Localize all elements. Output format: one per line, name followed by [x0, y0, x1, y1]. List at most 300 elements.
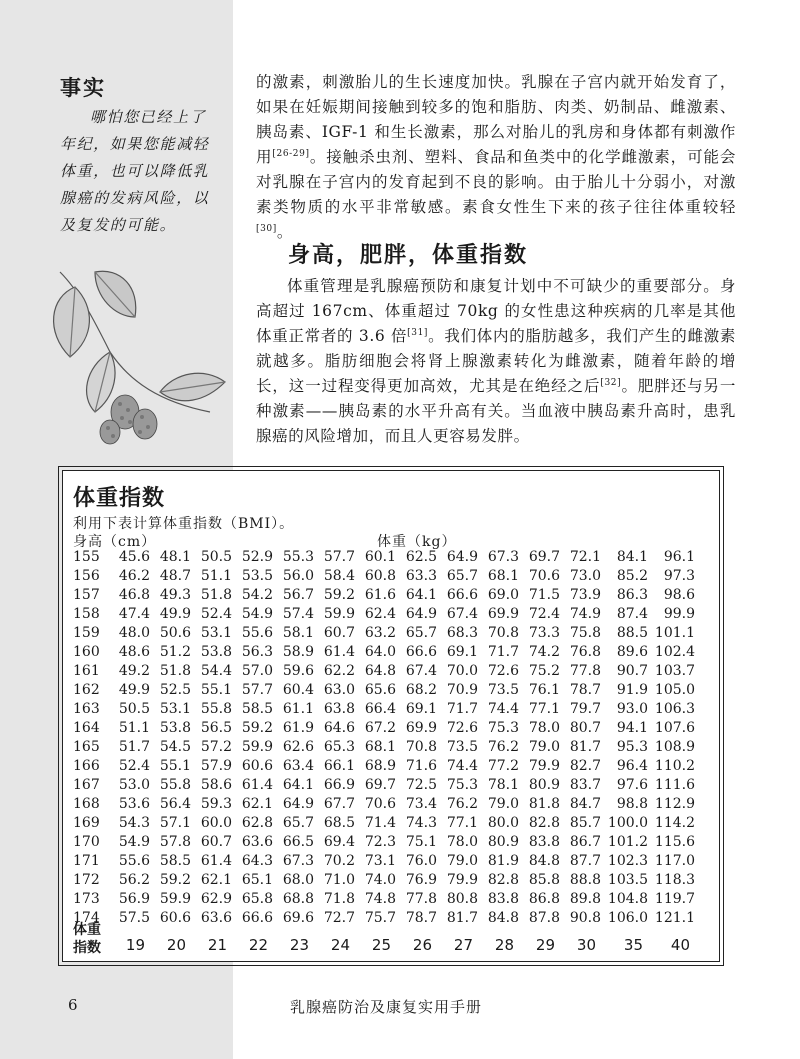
height-cell: 171 — [73, 853, 100, 869]
weight-cell: 68.8 — [282, 891, 314, 907]
weight-cell: 55.6 — [241, 625, 273, 641]
leaf-left-upper — [54, 287, 90, 357]
weight-cell: 75.8 — [569, 625, 601, 641]
index-cell: 27 — [453, 936, 473, 954]
weight-cell: 47.4 — [118, 606, 150, 622]
weight-cell: 117.0 — [654, 853, 695, 869]
weight-cell: 74.2 — [528, 644, 560, 660]
weight-cell: 67.3 — [282, 853, 314, 869]
weight-cell: 76.1 — [528, 682, 560, 698]
weight-cell: 61.6 — [364, 587, 396, 603]
table-row — [73, 700, 695, 719]
table-row — [73, 681, 695, 700]
weight-cell: 66.1 — [323, 758, 355, 774]
weight-cell: 87.4 — [616, 606, 648, 622]
weight-cell: 48.7 — [159, 568, 191, 584]
weight-cell: 67.2 — [364, 720, 396, 736]
index-cell: 20 — [166, 936, 186, 954]
weight-cell: 77.2 — [487, 758, 519, 774]
weight-cell: 69.1 — [446, 644, 478, 660]
weight-cell: 115.6 — [654, 834, 695, 850]
weight-cell: 101.2 — [607, 834, 648, 850]
table-row — [73, 719, 695, 738]
weight-cell: 63.4 — [282, 758, 314, 774]
weight-cell: 59.2 — [323, 587, 355, 603]
weight-cell: 90.8 — [569, 910, 601, 926]
weight-cell: 56.2 — [118, 872, 150, 888]
leaf-lower — [87, 352, 115, 412]
height-cell: 172 — [73, 872, 100, 888]
weight-cell: 73.0 — [569, 568, 601, 584]
weight-cell: 104.8 — [607, 891, 648, 907]
weight-cell: 61.4 — [323, 644, 355, 660]
weight-cell: 55.8 — [159, 777, 191, 793]
weight-cell: 58.5 — [241, 701, 273, 717]
weight-cell: 79.7 — [569, 701, 601, 717]
weight-cell: 59.9 — [159, 891, 191, 907]
weight-cell: 61.4 — [200, 853, 232, 869]
weight-cell: 85.2 — [616, 568, 648, 584]
weight-cell: 83.8 — [487, 891, 519, 907]
weight-cell: 64.1 — [405, 587, 437, 603]
height-cell: 161 — [73, 663, 100, 679]
weight-cell: 80.7 — [569, 720, 601, 736]
weight-cell: 63.0 — [323, 682, 355, 698]
weight-cell: 97.3 — [663, 568, 695, 584]
weight-cell: 71.0 — [323, 872, 355, 888]
weight-cell: 69.9 — [405, 720, 437, 736]
intro-text-3: 。 — [276, 223, 293, 241]
height-cell: 156 — [73, 568, 100, 584]
weight-cell: 58.9 — [282, 644, 314, 660]
raspberry-branch-illustration — [40, 262, 230, 452]
index-cell: 26 — [412, 936, 432, 954]
weight-cell: 55.8 — [200, 701, 232, 717]
weight-cell: 69.0 — [487, 587, 519, 603]
weight-cell: 79.0 — [446, 853, 478, 869]
weight-cell: 68.1 — [487, 568, 519, 584]
weight-cell: 66.6 — [446, 587, 478, 603]
weight-cell: 69.1 — [405, 701, 437, 717]
weight-cell: 70.8 — [405, 739, 437, 755]
weight-cell: 56.0 — [282, 568, 314, 584]
weight-cell: 67.4 — [405, 663, 437, 679]
weight-cell: 74.0 — [364, 872, 396, 888]
weight-cell: 74.8 — [364, 891, 396, 907]
weight-cell: 112.9 — [654, 796, 695, 812]
weight-cell: 100.0 — [607, 815, 648, 831]
height-cell: 170 — [73, 834, 100, 850]
weight-cell: 68.2 — [405, 682, 437, 698]
weight-cell: 98.6 — [663, 587, 695, 603]
weight-cell: 66.9 — [323, 777, 355, 793]
index-cell: 22 — [248, 936, 268, 954]
weight-cell: 75.1 — [405, 834, 437, 850]
weight-cell: 79.9 — [446, 872, 478, 888]
weight-cell: 80.9 — [487, 834, 519, 850]
weight-cell: 57.7 — [241, 682, 273, 698]
weight-cell: 55.1 — [200, 682, 232, 698]
weight-cell: 57.7 — [323, 549, 355, 565]
weight-cell: 72.7 — [323, 910, 355, 926]
weight-cell: 72.6 — [446, 720, 478, 736]
weight-cell: 55.3 — [282, 549, 314, 565]
weight-cell: 49.9 — [159, 606, 191, 622]
weight-cell: 71.7 — [487, 644, 519, 660]
index-cell: 29 — [535, 936, 555, 954]
index-cell: 21 — [207, 936, 227, 954]
book-title: 乳腺癌防治及康复实用手册 — [289, 998, 482, 1016]
height-cell: 157 — [73, 587, 100, 603]
weight-cell: 71.5 — [528, 587, 560, 603]
weight-cell: 51.8 — [159, 663, 191, 679]
table-row — [73, 548, 695, 567]
table-row — [73, 662, 695, 681]
weight-cell: 73.4 — [405, 796, 437, 812]
weight-cell: 86.8 — [528, 891, 560, 907]
height-cell: 163 — [73, 701, 100, 717]
weight-cell: 50.6 — [159, 625, 191, 641]
weight-cell: 48.1 — [159, 549, 191, 565]
weight-cell: 51.1 — [200, 568, 232, 584]
weight-cell: 74.9 — [569, 606, 601, 622]
weight-cell: 72.5 — [405, 777, 437, 793]
weight-cell: 80.8 — [446, 891, 478, 907]
weight-cell: 60.6 — [241, 758, 273, 774]
weight-cell: 65.7 — [446, 568, 478, 584]
height-cell: 168 — [73, 796, 100, 812]
weight-cell: 99.9 — [663, 606, 695, 622]
intro-paragraph — [256, 70, 736, 245]
weight-cell: 78.7 — [569, 682, 601, 698]
weight-cell: 64.9 — [282, 796, 314, 812]
section-paragraph — [256, 274, 736, 449]
sidebar-title: 事实 — [60, 76, 106, 100]
weight-cell: 82.8 — [528, 815, 560, 831]
weight-cell: 79.9 — [528, 758, 560, 774]
weight-cell: 58.6 — [200, 777, 232, 793]
section-text-1: 体重管理是乳腺癌预防和康复计划中不可缺少的重要部分。身高超过 167cm、体重超过 70kg 的女性患这种疾病的几率是其他体重正常者的 3.6 倍 — [256, 277, 736, 345]
weight-cell: 103.5 — [607, 872, 648, 888]
weight-cell: 59.9 — [323, 606, 355, 622]
weight-cell: 51.1 — [118, 720, 150, 736]
weight-cell: 77.1 — [446, 815, 478, 831]
weight-cell: 84.7 — [569, 796, 601, 812]
weight-cell: 84.8 — [528, 853, 560, 869]
weight-cell: 62.6 — [282, 739, 314, 755]
weight-cell: 57.5 — [118, 910, 150, 926]
weight-cell: 102.4 — [654, 644, 695, 660]
height-cell: 162 — [73, 682, 100, 698]
weight-cell: 64.9 — [405, 606, 437, 622]
weight-cell: 76.2 — [446, 796, 478, 812]
height-column-label: 身高（cm） — [73, 534, 157, 550]
weight-cell: 96.1 — [663, 549, 695, 565]
weight-cell: 65.7 — [405, 625, 437, 641]
weight-cell: 81.7 — [446, 910, 478, 926]
weight-cell: 54.5 — [159, 739, 191, 755]
weight-cell: 71.4 — [364, 815, 396, 831]
weight-cell: 68.1 — [364, 739, 396, 755]
weight-cell: 82.7 — [569, 758, 601, 774]
weight-cell: 62.9 — [200, 891, 232, 907]
weight-cell: 62.8 — [241, 815, 273, 831]
page-number: 6 — [68, 996, 78, 1014]
weight-cell: 62.1 — [200, 872, 232, 888]
weight-cell: 61.1 — [282, 701, 314, 717]
height-cell: 164 — [73, 720, 100, 736]
weight-cell: 57.8 — [159, 834, 191, 850]
weight-cell: 64.6 — [323, 720, 355, 736]
weight-cell: 75.2 — [528, 663, 560, 679]
weight-cell: 56.9 — [118, 891, 150, 907]
weight-cell: 54.2 — [241, 587, 273, 603]
weight-cell: 56.5 — [200, 720, 232, 736]
index-cell: 24 — [330, 936, 350, 954]
weight-cell: 56.7 — [282, 587, 314, 603]
weight-cell: 76.9 — [405, 872, 437, 888]
weight-cell: 59.2 — [159, 872, 191, 888]
weight-cell: 70.2 — [323, 853, 355, 869]
weight-cell: 63.3 — [405, 568, 437, 584]
weight-cell: 90.7 — [616, 663, 648, 679]
index-row-label — [73, 921, 101, 957]
weight-cell: 78.0 — [446, 834, 478, 850]
weight-cell: 51.7 — [118, 739, 150, 755]
weight-cell: 77.8 — [405, 891, 437, 907]
weight-cell: 105.0 — [654, 682, 695, 698]
weight-cell: 51.8 — [200, 587, 232, 603]
weight-cell: 89.6 — [616, 644, 648, 660]
weight-cell: 49.2 — [118, 663, 150, 679]
section-heading: 身高，肥胖，体重指数 — [288, 243, 529, 268]
table-row — [73, 795, 695, 814]
weight-cell: 80.9 — [528, 777, 560, 793]
weight-cell: 86.7 — [569, 834, 601, 850]
weight-cell: 54.9 — [118, 834, 150, 850]
weight-cell: 58.5 — [159, 853, 191, 869]
weight-cell: 87.8 — [528, 910, 560, 926]
height-cell: 160 — [73, 644, 100, 660]
raspberry-cluster — [100, 395, 157, 444]
weight-cell: 53.5 — [241, 568, 273, 584]
weight-cell: 76.2 — [487, 739, 519, 755]
weight-cell: 78.0 — [528, 720, 560, 736]
weight-cell: 77.1 — [528, 701, 560, 717]
weight-cell: 83.8 — [528, 834, 560, 850]
weight-cell: 63.6 — [200, 910, 232, 926]
index-cell: 40 — [670, 936, 690, 954]
weight-cell: 51.2 — [159, 644, 191, 660]
table-row — [73, 909, 695, 928]
table-row — [73, 890, 695, 909]
weight-cell: 72.1 — [569, 549, 601, 565]
weight-cell: 60.0 — [200, 815, 232, 831]
weight-cell: 64.1 — [282, 777, 314, 793]
weight-cell: 69.9 — [487, 606, 519, 622]
weight-cell: 106.0 — [607, 910, 648, 926]
weight-cell: 55.1 — [159, 758, 191, 774]
weight-cell: 68.9 — [364, 758, 396, 774]
weight-cell: 60.6 — [159, 910, 191, 926]
table-row — [73, 586, 695, 605]
weight-cell: 77.8 — [569, 663, 601, 679]
table-row — [73, 738, 695, 757]
weight-cell: 48.6 — [118, 644, 150, 660]
weight-cell: 66.6 — [405, 644, 437, 660]
weight-cell: 85.7 — [569, 815, 601, 831]
weight-cell: 62.1 — [241, 796, 273, 812]
weight-cell: 74.4 — [446, 758, 478, 774]
citation: [30] — [256, 223, 277, 234]
weight-cell: 91.9 — [616, 682, 648, 698]
sidebar-fact-text — [60, 104, 220, 239]
weight-cell: 49.9 — [118, 682, 150, 698]
height-cell: 159 — [73, 625, 100, 641]
weight-cell: 65.7 — [282, 815, 314, 831]
weight-cell: 67.3 — [487, 549, 519, 565]
weight-cell: 83.7 — [569, 777, 601, 793]
weight-cell: 60.7 — [200, 834, 232, 850]
height-cell: 165 — [73, 739, 100, 755]
weight-cell: 61.4 — [241, 777, 273, 793]
weight-cell: 87.7 — [569, 853, 601, 869]
bmi-subtitle: 利用下表计算体重指数（BMI）。 — [73, 516, 295, 532]
weight-cell: 75.7 — [364, 910, 396, 926]
weight-cell: 95.3 — [616, 739, 648, 755]
weight-cell: 62.5 — [405, 549, 437, 565]
weight-cell: 88.8 — [569, 872, 601, 888]
weight-cell: 76.0 — [405, 853, 437, 869]
intro-text-2: 。接触杀虫剂、塑料、食品和鱼类中的化学雌激素，可能会对乳腺在子宫内的发育起到不良的影响。由于胎儿十分弱小，对激素类物质的水平非常敏感。素食女性生下来的孩子往往体重较轻 — [256, 148, 736, 216]
weight-cell: 54.9 — [241, 606, 273, 622]
weight-cell: 63.6 — [241, 834, 273, 850]
weight-cell: 81.8 — [528, 796, 560, 812]
weight-cell: 74.3 — [405, 815, 437, 831]
section-text-3: 。肥胖还与另一种激素——胰岛素的水平升高有关。当血液中胰岛素升高时，患乳腺癌的风险增加，而且人更容易发胖。 — [256, 377, 736, 445]
weight-cell: 50.5 — [200, 549, 232, 565]
weight-cell: 48.0 — [118, 625, 150, 641]
weight-cell: 107.6 — [654, 720, 695, 736]
citation: [26-29] — [272, 148, 310, 159]
weight-cell: 78.7 — [405, 910, 437, 926]
weight-cell: 64.3 — [241, 853, 273, 869]
weight-cell: 78.1 — [487, 777, 519, 793]
weight-cell: 111.6 — [654, 777, 695, 793]
weight-cell: 72.3 — [364, 834, 396, 850]
weight-cell: 57.4 — [282, 606, 314, 622]
weight-cell: 71.7 — [446, 701, 478, 717]
weight-cell: 57.2 — [200, 739, 232, 755]
weight-cell: 52.4 — [118, 758, 150, 774]
weight-cell: 65.3 — [323, 739, 355, 755]
weight-cell: 72.6 — [487, 663, 519, 679]
index-cell: 35 — [623, 936, 643, 954]
height-cell: 167 — [73, 777, 100, 793]
height-cell: 155 — [73, 549, 100, 565]
weight-cell: 65.1 — [241, 872, 273, 888]
weight-cell: 46.8 — [118, 587, 150, 603]
weight-cell: 73.5 — [487, 682, 519, 698]
table-row — [73, 833, 695, 852]
weight-cell: 46.2 — [118, 568, 150, 584]
intro-text-1: 的激素，刺激胎儿的生长速度加快。乳腺在子宫内就开始发育了，如果在妊娠期间接触到较多的饱和脂肪、肉类、奶制品、雌激素、胰岛素、IGF-1 和生长激素，那么对胎儿的乳房和身体都有刺激作用 — [256, 73, 736, 166]
weight-header-label: 体重（kg） — [377, 534, 457, 550]
height-cell: 166 — [73, 758, 100, 774]
weight-cell: 82.8 — [487, 872, 519, 888]
weight-cell: 110.2 — [654, 758, 695, 774]
bmi-table-box — [62, 470, 720, 962]
weight-cell: 101.1 — [654, 625, 695, 641]
weight-cell: 73.1 — [364, 853, 396, 869]
weight-cell: 50.5 — [118, 701, 150, 717]
table-row — [73, 814, 695, 833]
weight-cell: 59.9 — [241, 739, 273, 755]
weight-cell: 57.9 — [200, 758, 232, 774]
weight-cell: 69.7 — [364, 777, 396, 793]
sidebar-fact-paragraph: 哪怕您已经上了年纪，如果您能减轻体重，也可以降低乳腺癌的发病风险，以及复发的可能。 — [60, 108, 210, 234]
index-cell: 30 — [576, 936, 596, 954]
weight-cell: 57.1 — [159, 815, 191, 831]
weight-cell: 49.3 — [159, 587, 191, 603]
height-cell: 169 — [73, 815, 100, 831]
table-row — [73, 852, 695, 871]
table-row — [73, 643, 695, 662]
index-cell: 28 — [494, 936, 514, 954]
weight-cell: 75.3 — [487, 720, 519, 736]
weight-cell: 68.3 — [446, 625, 478, 641]
weight-cell: 70.8 — [487, 625, 519, 641]
weight-cell: 58.4 — [323, 568, 355, 584]
weight-cell: 118.3 — [654, 872, 695, 888]
height-cell: 174 — [73, 910, 100, 926]
table-row — [73, 624, 695, 643]
weight-cell: 63.2 — [364, 625, 396, 641]
weight-cell: 89.8 — [569, 891, 601, 907]
weight-cell: 76.8 — [569, 644, 601, 660]
weight-cell: 108.9 — [654, 739, 695, 755]
height-cell: 158 — [73, 606, 100, 622]
weight-cell: 53.0 — [118, 777, 150, 793]
weight-cell: 63.8 — [323, 701, 355, 717]
weight-cell: 70.9 — [446, 682, 478, 698]
weight-cell: 59.6 — [282, 663, 314, 679]
weight-cell: 60.8 — [364, 568, 396, 584]
section-text-2: 。我们体内的脂肪越多，我们产生的雌激素就越多。脂肪细胞会将肾上腺激素转化为雌激素，随着年龄的增长，这一过程变得更加高效，尤其是在绝经之后 — [256, 327, 736, 395]
weight-cell: 84.1 — [616, 549, 648, 565]
weight-cell: 98.8 — [616, 796, 648, 812]
weight-cell: 97.6 — [616, 777, 648, 793]
index-cell: 25 — [371, 936, 391, 954]
weight-cell: 67.7 — [323, 796, 355, 812]
weight-cell: 59.2 — [241, 720, 273, 736]
weight-cell: 93.0 — [616, 701, 648, 717]
weight-cell: 81.9 — [487, 853, 519, 869]
weight-cell: 96.4 — [616, 758, 648, 774]
weight-cell: 102.3 — [607, 853, 648, 869]
table-row — [73, 567, 695, 586]
weight-cell: 60.4 — [282, 682, 314, 698]
weight-cell: 65.6 — [364, 682, 396, 698]
weight-cell: 56.4 — [159, 796, 191, 812]
weight-cell: 75.3 — [446, 777, 478, 793]
weight-cell: 73.9 — [569, 587, 601, 603]
index-label-line-2: 指数 — [73, 940, 101, 956]
weight-cell: 68.0 — [282, 872, 314, 888]
weight-cell: 60.1 — [364, 549, 396, 565]
weight-cell: 84.8 — [487, 910, 519, 926]
weight-cell: 56.3 — [241, 644, 273, 660]
